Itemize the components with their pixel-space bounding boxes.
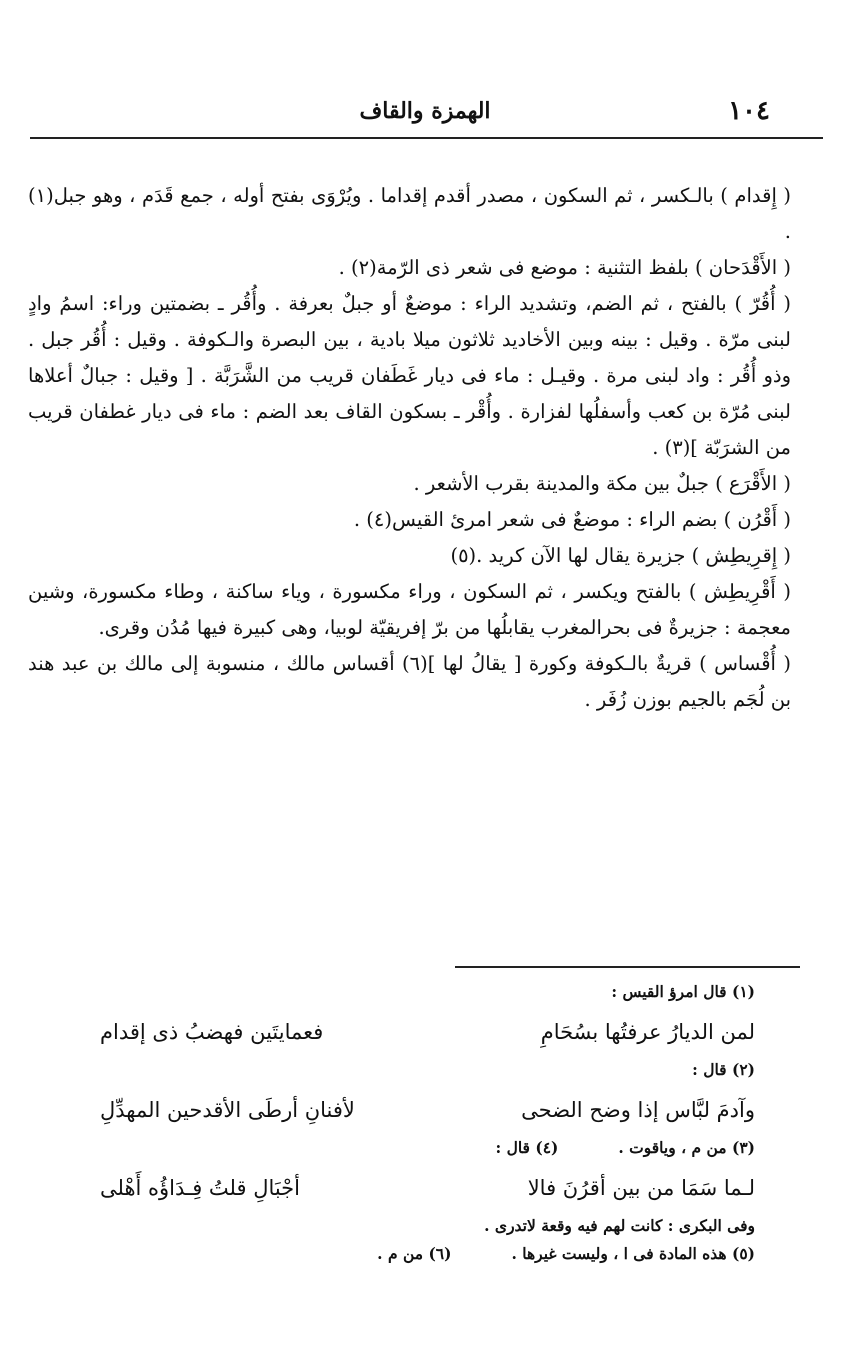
verse-1 xyxy=(40,1010,755,1054)
entry-al-aqra: ( الأَقْرَع ) جبلٌ بين مكة والمدينة بقرب الأشعر . xyxy=(413,472,791,495)
footnote-3: (٣) من م ، وياقوت . xyxy=(618,1138,755,1157)
entry-iqritish: ( إِقرِيطِش ) جزيرة يقال لها الآن كريد .(٥) xyxy=(450,544,791,567)
footnote-4-label: (٤) قال : xyxy=(495,1138,559,1157)
verse-4-second-hemistich: أجْبَالِ قلتُ فِـدَاؤُه أَهْلى xyxy=(100,1176,301,1200)
running-title: الهمزة والقاف xyxy=(359,98,491,124)
footnote-5: (٥) هذه المادة فى ا ، وليست غيرها . xyxy=(511,1244,755,1263)
footnote-4-extra: وفى البكرى : كانت لهم فيه وقعة لاتدرى . xyxy=(484,1216,755,1235)
footnotes xyxy=(40,978,755,1268)
footnotes-5-6 xyxy=(40,1240,755,1268)
entry-aqrun: ( أَقْرُن ) بضم الراء : موضعٌ فى شعر امرئ القيس(٤) . xyxy=(353,508,791,531)
verse-1-first-hemistich: لمن الديارُ عرفتُها بسُحَامِ xyxy=(540,1020,755,1044)
verse-4 xyxy=(40,1166,755,1210)
verse-1-second-hemistich: فعمايتَين فهضبُ ذى إقدام xyxy=(100,1020,324,1044)
footnotes-3-4 xyxy=(40,1134,755,1162)
footnote-rule xyxy=(455,966,800,968)
footnote-6: (٦) من م . xyxy=(377,1244,452,1263)
entry-aqsas: ( أُقْساس ) قريةٌ بالـكوفة وكورة [ يقالُ لها ](٦) أقساس مالك ، منسوبة إلى مالك بن عبد هند بن لُجَم بالجيم بوزن زُفَر . xyxy=(28,652,791,711)
footnote-2-label: (٢) قال : xyxy=(692,1060,755,1079)
page-header xyxy=(150,96,770,136)
footnote-1-label: (١) قال امرؤ القيس : xyxy=(611,982,755,1001)
body-text xyxy=(28,178,791,718)
verse-2 xyxy=(40,1088,755,1132)
verse-4-first-hemistich: لـما سَمَا من بين أقرُنَ فالا xyxy=(527,1176,755,1200)
header-rule xyxy=(30,137,823,139)
entry-iqdam: ( إِقدام ) بالـكسر ، ثم السكون ، مصدر أقدم إقداما . ويُرْوَى بفتح أوله ، جمع قَدَم ، وهو جبل(١) . xyxy=(28,184,791,243)
verse-2-first-hemistich: وآدمَ لبَّاس إذا وضح الضحى xyxy=(521,1098,755,1122)
entry-al-aqdahan: ( الأَقْدَحان ) بلفظ التثنية : موضع فى شعر ذى الرّمة(٢) . xyxy=(338,256,791,279)
verse-2-second-hemistich: لأفنانِ أرطَى الأقدحين المهدِّلِ xyxy=(100,1098,355,1122)
page-number: ١٠٤ xyxy=(728,96,770,126)
entry-uqur: ( أُقُرّ ) بالفتح ، ثم الضم، وتشديد الراء : موضعٌ أو جبلٌ بعرفة . وأُقُر ـ بضمتين وراء: اسمُ وادٍ لبنى مرّة . وقيل : بينه وبين الأخاديد ثلاثون ميلا بادية ، بين البصرة والـكوفة . وقيل : أُقُر جبل . وذو أُقُر : واد لبنى مرة . وقيـل : ماء فى ديار غَطَفان قريب من الشَّرَبَّة . [ وقيل : جبالٌ أعلاها لبنى مُرّة بن كعب وأسفلُها لفزارة . وأُقْر ـ بسكون القاف بعد الضم : ماء فى ديار غطفان قريب من الشرَبّة ](٣) . xyxy=(28,292,791,459)
entry-aqritish: ( أَقْرِيطِش ) بالفتح ويكسر ، ثم السكون ، وراء مكسورة ، وياء ساكنة ، وطاء مكسورة، وشين معجمة : جزيرةٌ فى بحرالمغرب يقابلُها من برّ إفريقيّة لوبيا، وهى كبيرة فيها مُدُن وقرى. xyxy=(28,580,791,639)
